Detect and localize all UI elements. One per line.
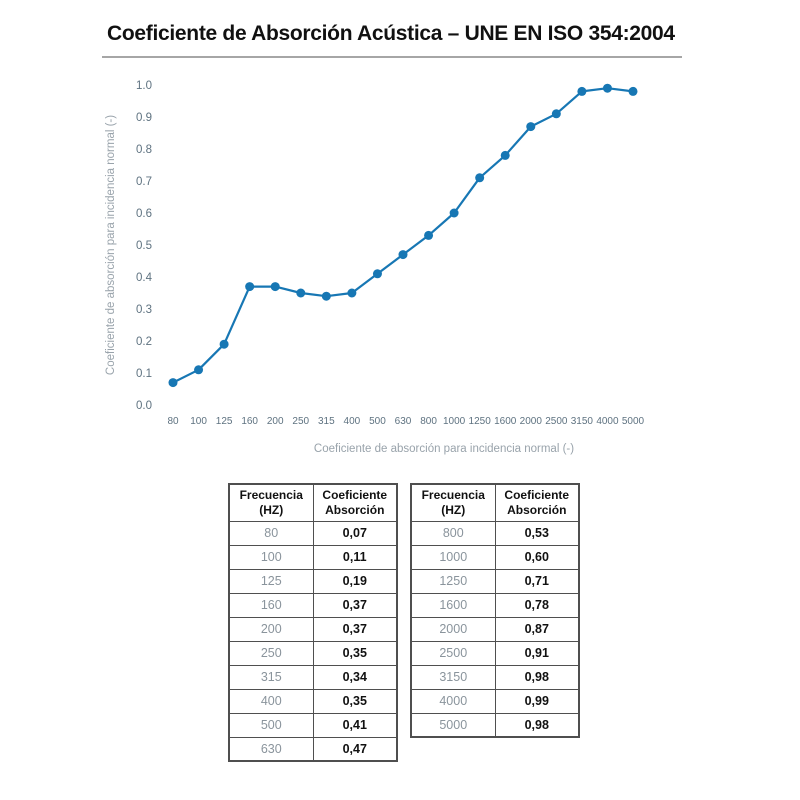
table-header-row — [411, 484, 579, 521]
coefficient-cell: 0,60 — [495, 545, 579, 569]
y-tick-label: 0.7 — [136, 176, 152, 188]
x-axis-label: Coeficiente de absorción para incidencia normal (-) — [313, 443, 575, 455]
frequency-cell: 500 — [229, 713, 313, 737]
coefficient-cell: 0,99 — [495, 689, 579, 713]
frequency-cell: 160 — [229, 593, 313, 617]
x-tick-label: 630 — [394, 416, 412, 427]
data-point — [220, 340, 229, 349]
table-row — [229, 617, 397, 641]
frequency-cell: 4000 — [411, 689, 495, 713]
y-tick-label: 0.2 — [136, 336, 152, 348]
frequency-column-header: Frecuencia (HZ) — [411, 484, 495, 521]
data-point — [169, 378, 178, 387]
table-row — [411, 713, 579, 737]
data-point — [424, 231, 433, 240]
data-point — [373, 269, 382, 278]
y-tick-label: 0.5 — [136, 240, 152, 252]
coefficient-cell: 0,37 — [313, 617, 397, 641]
coefficient-cell: 0,98 — [495, 665, 579, 689]
coefficient-cell: 0,35 — [313, 689, 397, 713]
y-tick-label: 0.4 — [136, 272, 152, 284]
data-point — [399, 250, 408, 259]
coefficient-cell: 0,47 — [313, 737, 397, 761]
x-tick-label: 160 — [241, 416, 259, 427]
y-tick-label: 0.9 — [136, 112, 152, 124]
table-row — [229, 641, 397, 665]
table-row — [411, 545, 579, 569]
data-line — [173, 88, 633, 382]
coefficient-cell: 0,35 — [313, 641, 397, 665]
table-row — [411, 665, 579, 689]
x-tick-label: 315 — [317, 416, 335, 427]
table-row — [411, 689, 579, 713]
x-tick-label: 5000 — [621, 416, 645, 427]
x-tick-label: 80 — [167, 416, 179, 427]
frequency-cell: 5000 — [411, 713, 495, 737]
y-tick-label: 0.0 — [136, 400, 152, 412]
data-point — [296, 289, 305, 298]
frequency-cell: 100 — [229, 545, 313, 569]
data-point — [347, 289, 356, 298]
frequency-cell: 630 — [229, 737, 313, 761]
frequency-cell: 200 — [229, 617, 313, 641]
x-tick-label: 100 — [190, 416, 207, 427]
page-title: Coeficiente de Absorción Acústica – UNE EN ISO 354:2004 — [107, 22, 675, 45]
frequency-cell: 315 — [229, 665, 313, 689]
coefficient-cell: 0,07 — [313, 521, 397, 545]
data-point — [450, 209, 459, 218]
table-header-row — [229, 484, 397, 521]
y-tick-label: 0.8 — [136, 144, 152, 156]
coefficient-cell: 0,19 — [313, 569, 397, 593]
coefficient-column-header: Coeficiente Absorción — [495, 484, 579, 521]
x-tick-label: 3150 — [570, 416, 594, 427]
y-tick-label: 0.1 — [136, 368, 152, 380]
frequency-cell: 125 — [229, 569, 313, 593]
table-row — [229, 569, 397, 593]
data-point — [603, 84, 612, 93]
x-tick-label: 2000 — [519, 416, 542, 427]
frequency-cell: 2000 — [411, 617, 495, 641]
x-tick-label: 1000 — [442, 416, 466, 427]
table-row — [229, 665, 397, 689]
frequency-cell: 1250 — [411, 569, 495, 593]
x-tick-label: 200 — [266, 416, 284, 427]
coefficient-cell: 0,71 — [495, 569, 579, 593]
y-tick-label: 1.0 — [136, 80, 152, 92]
frequency-cell: 2500 — [411, 641, 495, 665]
data-point — [629, 87, 638, 96]
data-point — [577, 87, 586, 96]
frequency-cell: 400 — [229, 689, 313, 713]
x-tick-label: 800 — [420, 416, 437, 427]
coefficient-cell: 0,87 — [495, 617, 579, 641]
chart-area — [100, 70, 660, 460]
absorption-chart — [100, 70, 660, 460]
x-tick-label: 2500 — [545, 416, 568, 427]
frequency-table-left — [228, 483, 398, 762]
data-point — [552, 109, 561, 118]
table-row — [411, 569, 579, 593]
data-point — [322, 292, 331, 301]
x-tick-label: 125 — [215, 416, 233, 427]
coefficient-cell: 0,53 — [495, 521, 579, 545]
table-row — [411, 641, 579, 665]
y-tick-label: 0.6 — [136, 208, 152, 220]
x-tick-label: 500 — [369, 416, 386, 427]
coefficient-cell: 0,78 — [495, 593, 579, 617]
title-underline — [102, 56, 682, 58]
frequency-cell: 800 — [411, 521, 495, 545]
x-tick-label: 400 — [343, 416, 361, 427]
table-row — [229, 593, 397, 617]
frequency-cell: 80 — [229, 521, 313, 545]
frequency-cell: 1000 — [411, 545, 495, 569]
table-row — [229, 545, 397, 569]
table-row — [229, 689, 397, 713]
table-row — [229, 713, 397, 737]
data-point — [245, 282, 254, 291]
coefficient-cell: 0,34 — [313, 665, 397, 689]
x-tick-label: 1250 — [468, 416, 491, 427]
data-point — [194, 365, 203, 374]
y-tick-label: 0.3 — [136, 304, 152, 316]
data-point — [526, 122, 535, 131]
table-row — [229, 521, 397, 545]
x-tick-label: 1600 — [494, 416, 517, 427]
frequency-table-right — [410, 483, 580, 738]
table-row — [411, 521, 579, 545]
table-row — [229, 737, 397, 761]
frequency-cell: 1600 — [411, 593, 495, 617]
x-tick-label: 250 — [292, 416, 310, 427]
y-axis-label: Coeficiente de absorción para incidencia normal (-) — [105, 114, 117, 376]
coefficient-cell: 0,91 — [495, 641, 579, 665]
frequency-cell: 3150 — [411, 665, 495, 689]
frequency-cell: 250 — [229, 641, 313, 665]
coefficient-cell: 0,11 — [313, 545, 397, 569]
table-row — [411, 593, 579, 617]
x-tick-label: 4000 — [596, 416, 619, 427]
data-point — [501, 151, 510, 160]
data-point — [271, 282, 280, 291]
coefficient-cell: 0,41 — [313, 713, 397, 737]
coefficient-cell: 0,37 — [313, 593, 397, 617]
data-point — [475, 173, 484, 182]
coefficient-cell: 0,98 — [495, 713, 579, 737]
table-row — [411, 617, 579, 641]
coefficient-column-header: Coeficiente Absorción — [313, 484, 397, 521]
frequency-column-header: Frecuencia (HZ) — [229, 484, 313, 521]
